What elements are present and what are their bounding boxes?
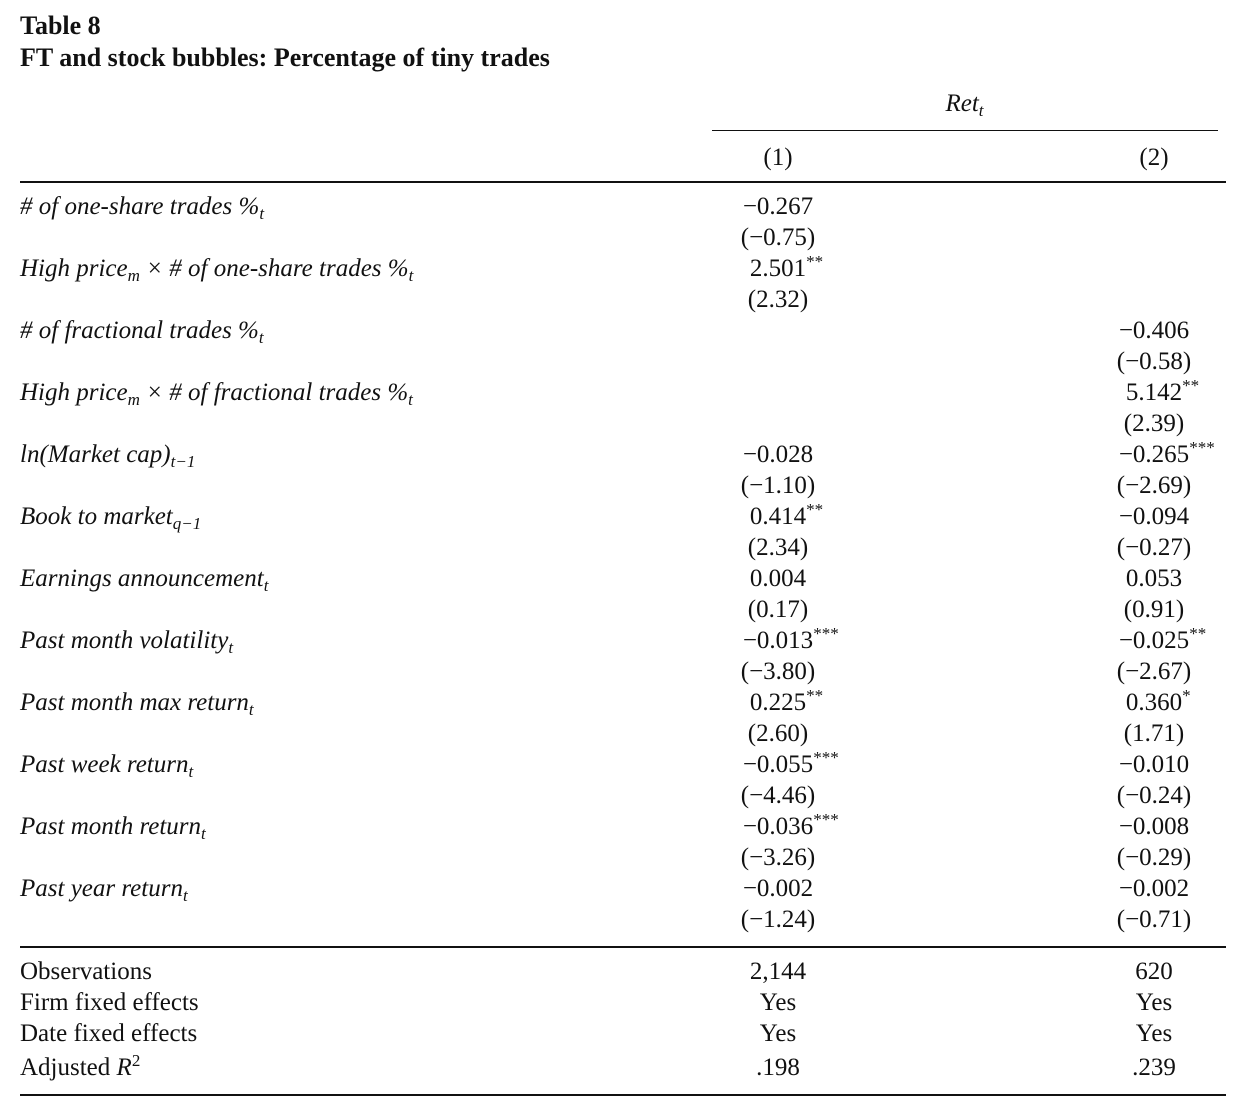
footer-row xyxy=(0,989,1250,1020)
coefficient-value xyxy=(743,441,813,469)
row-label-tail: × # of fractional trades % xyxy=(139,379,409,406)
table-row-tstat xyxy=(0,782,1250,813)
table-row xyxy=(0,624,1250,658)
t-statistic: (1.71) xyxy=(1123,720,1185,747)
row-label-subscript: q−1 xyxy=(172,514,202,533)
t-statistic: (−3.26) xyxy=(740,844,816,871)
coefficient-number: 0.360 xyxy=(1125,689,1183,716)
row-label-text: Past month volatility xyxy=(20,627,229,654)
significance-stars: ** xyxy=(806,500,824,519)
table-title-block xyxy=(20,10,550,74)
row-label-subscript: t xyxy=(258,328,264,347)
row-label-subscript: t xyxy=(201,824,206,843)
coefficient-value xyxy=(1119,751,1189,779)
coefficient-value xyxy=(742,810,839,841)
row-label xyxy=(20,751,193,779)
row-label-text: Past week return xyxy=(20,751,189,778)
row-label-text: Past month return xyxy=(20,813,202,840)
row-label xyxy=(20,255,413,283)
footer-label xyxy=(20,958,152,986)
coefficient-value xyxy=(742,748,839,779)
table-row xyxy=(0,376,1250,410)
significance-stars: ** xyxy=(1189,624,1207,643)
coefficient-number: −0.008 xyxy=(1118,813,1190,840)
row-label-subscript: t xyxy=(248,700,254,719)
table-row xyxy=(0,686,1250,720)
footer-value-col2: .239 xyxy=(1132,1054,1176,1081)
row-label-subscript: t−1 xyxy=(170,452,196,471)
row-label xyxy=(20,317,264,345)
row-label-tail-subscript: t xyxy=(408,266,414,285)
row-label xyxy=(20,503,201,531)
table-row-tstat xyxy=(0,596,1250,627)
coefficient-value xyxy=(750,565,806,593)
coefficient-value xyxy=(749,686,824,717)
table-row xyxy=(0,438,1250,472)
row-label-tail: × # of one-share trades % xyxy=(139,255,409,282)
t-statistic: (0.17) xyxy=(747,596,809,623)
table-row-tstat xyxy=(0,844,1250,875)
coefficient-number: −0.036 xyxy=(742,813,814,840)
table-row xyxy=(0,252,1250,286)
significance-stars: *** xyxy=(1189,438,1215,457)
t-statistic: (−4.46) xyxy=(740,782,816,809)
coefficient-value xyxy=(1118,624,1207,655)
coefficient-value xyxy=(1119,875,1189,903)
footer-top-rule xyxy=(20,946,1226,948)
t-statistic: (−0.58) xyxy=(1116,348,1192,375)
t-statistic: (2.34) xyxy=(747,534,809,561)
row-label xyxy=(20,627,233,655)
coefficient-value xyxy=(1125,686,1191,717)
footer-label xyxy=(20,1051,141,1082)
coefficient-value xyxy=(749,252,824,283)
column-header-1: (1) xyxy=(763,144,793,171)
footer-value-col2: 620 xyxy=(1135,958,1173,985)
table-row-tstat xyxy=(0,534,1250,565)
row-label-text: # of fractional trades % xyxy=(20,317,259,344)
table-row xyxy=(0,810,1250,844)
row-label-subscript: t xyxy=(259,204,265,223)
footer-label xyxy=(20,1020,197,1048)
table-row xyxy=(0,565,1250,596)
table-row-tstat xyxy=(0,348,1250,379)
t-statistic: (2.60) xyxy=(747,720,809,747)
row-label-text: Past year return xyxy=(20,875,183,902)
dependent-variable-header: Ret$_t$ xyxy=(945,90,984,120)
row-label-subscript: m xyxy=(127,266,140,285)
footer-label-text: Date fixed effects xyxy=(20,1020,198,1047)
row-label-subscript: m xyxy=(127,390,140,409)
row-label-text: Past month max return xyxy=(20,689,249,716)
table-row xyxy=(0,748,1250,782)
row-label-text: Earnings announcement xyxy=(20,565,264,592)
coefficient-number: −0.094 xyxy=(1118,503,1190,530)
footer-value-col1: .198 xyxy=(756,1054,800,1081)
row-label-subscript: t xyxy=(188,762,194,781)
table-row xyxy=(0,500,1250,534)
coefficient-value xyxy=(1119,503,1189,531)
row-label-tail-subscript: t xyxy=(408,390,413,409)
coefficient-number: 0.053 xyxy=(1125,565,1183,592)
t-statistic: (−3.80) xyxy=(740,658,816,685)
t-statistic: (−0.75) xyxy=(740,224,816,251)
t-statistic: (2.32) xyxy=(747,286,809,313)
coefficient-number: 0.225 xyxy=(749,689,807,716)
t-statistic: (0.91) xyxy=(1123,596,1185,623)
coefficient-value xyxy=(1119,813,1189,841)
footer-value-col2: Yes xyxy=(1135,989,1173,1016)
row-label-text: ln(Market cap) xyxy=(20,441,171,468)
table-row xyxy=(0,875,1250,906)
table-row-tstat xyxy=(0,720,1250,751)
footer-value-col1: Yes xyxy=(759,1020,797,1047)
row-label xyxy=(20,813,206,841)
t-statistic: (2.39) xyxy=(1123,410,1185,437)
row-label-subscript: t xyxy=(263,576,269,595)
coefficient-number: 5.142 xyxy=(1125,379,1183,406)
coefficient-number: −0.002 xyxy=(742,875,814,902)
footer-label-text: Observations xyxy=(20,958,152,985)
row-label xyxy=(20,689,254,717)
row-label-text: # of one-share trades % xyxy=(20,193,260,220)
coefficient-number: −0.265 xyxy=(1118,441,1190,468)
table-number: Table 8 xyxy=(20,11,101,40)
coefficient-number: 2.501 xyxy=(749,255,807,282)
coefficient-value xyxy=(743,193,813,221)
t-statistic: (−0.24) xyxy=(1116,782,1192,809)
footer-value-col2: Yes xyxy=(1135,1020,1173,1047)
row-label xyxy=(20,875,188,903)
table-row-tstat xyxy=(0,906,1250,937)
coefficient-value xyxy=(743,875,813,903)
table-row xyxy=(0,193,1250,224)
significance-stars: ** xyxy=(806,686,824,705)
row-label xyxy=(20,441,195,469)
footer-row xyxy=(0,1020,1250,1051)
coefficient-value xyxy=(1125,376,1200,407)
significance-stars: *** xyxy=(813,810,839,829)
coefficient-number: 0.414 xyxy=(749,503,807,530)
coefficient-number: −0.028 xyxy=(742,441,814,468)
table-row xyxy=(0,317,1250,348)
row-label-subscript: t xyxy=(182,886,188,905)
footer-row xyxy=(0,958,1250,989)
table-bottom-rule xyxy=(20,1094,1226,1096)
footer-label-text: Firm fixed effects xyxy=(20,989,199,1016)
footer-label-superscript: 2 xyxy=(131,1051,141,1070)
t-statistic: (−0.71) xyxy=(1116,906,1192,933)
footer-label xyxy=(20,989,199,1017)
row-label xyxy=(20,379,413,407)
coefficient-value xyxy=(1118,438,1215,469)
coefficient-value xyxy=(749,500,824,531)
table-row-tstat xyxy=(0,658,1250,689)
header-bottom-rule xyxy=(20,181,1226,183)
significance-stars: *** xyxy=(813,624,839,643)
row-label xyxy=(20,565,268,593)
significance-stars: *** xyxy=(813,748,839,767)
significance-stars: ** xyxy=(806,252,824,271)
column-header-2: (2) xyxy=(1139,144,1169,171)
coefficient-number: −0.010 xyxy=(1118,751,1190,778)
t-statistic: (−0.29) xyxy=(1116,844,1192,871)
table-title: FT and stock bubbles: Percentage of tiny trades xyxy=(20,43,550,72)
footer-row xyxy=(0,1051,1250,1085)
coefficient-number: −0.025 xyxy=(1118,627,1190,654)
coefficient-number: −0.406 xyxy=(1118,317,1190,344)
t-statistic: (−2.69) xyxy=(1116,472,1192,499)
significance-stars: * xyxy=(1182,686,1191,705)
row-label xyxy=(20,193,264,221)
r-symbol: R xyxy=(116,1054,132,1081)
coefficient-number: −0.002 xyxy=(1118,875,1190,902)
table-row-tstat xyxy=(0,224,1250,255)
footer-value-col1: 2,144 xyxy=(749,958,807,985)
footer-value-col1: Yes xyxy=(759,989,797,1016)
t-statistic: (−1.24) xyxy=(740,906,816,933)
row-label-subscript: t xyxy=(228,638,234,657)
row-label-text: High price xyxy=(20,379,128,406)
coefficient-number: −0.055 xyxy=(742,751,814,778)
row-label-text: Book to market xyxy=(20,503,173,530)
coefficient-number: 0.004 xyxy=(749,565,807,592)
coefficient-value xyxy=(742,624,839,655)
header-spanner-rule xyxy=(712,130,1218,131)
coefficient-value xyxy=(1126,565,1182,593)
table-row-tstat xyxy=(0,286,1250,317)
coefficient-number: −0.013 xyxy=(742,627,814,654)
row-label-text: High price xyxy=(20,255,128,282)
significance-stars: ** xyxy=(1182,376,1200,395)
t-statistic: (−2.67) xyxy=(1116,658,1192,685)
coefficient-number: −0.267 xyxy=(742,193,814,220)
t-statistic: (−0.27) xyxy=(1116,534,1192,561)
table-row-tstat xyxy=(0,410,1250,441)
coefficient-value xyxy=(1119,317,1189,345)
table-row-tstat xyxy=(0,472,1250,503)
footer-label-text: Adjusted R xyxy=(20,1054,132,1081)
t-statistic: (−1.10) xyxy=(740,472,816,499)
